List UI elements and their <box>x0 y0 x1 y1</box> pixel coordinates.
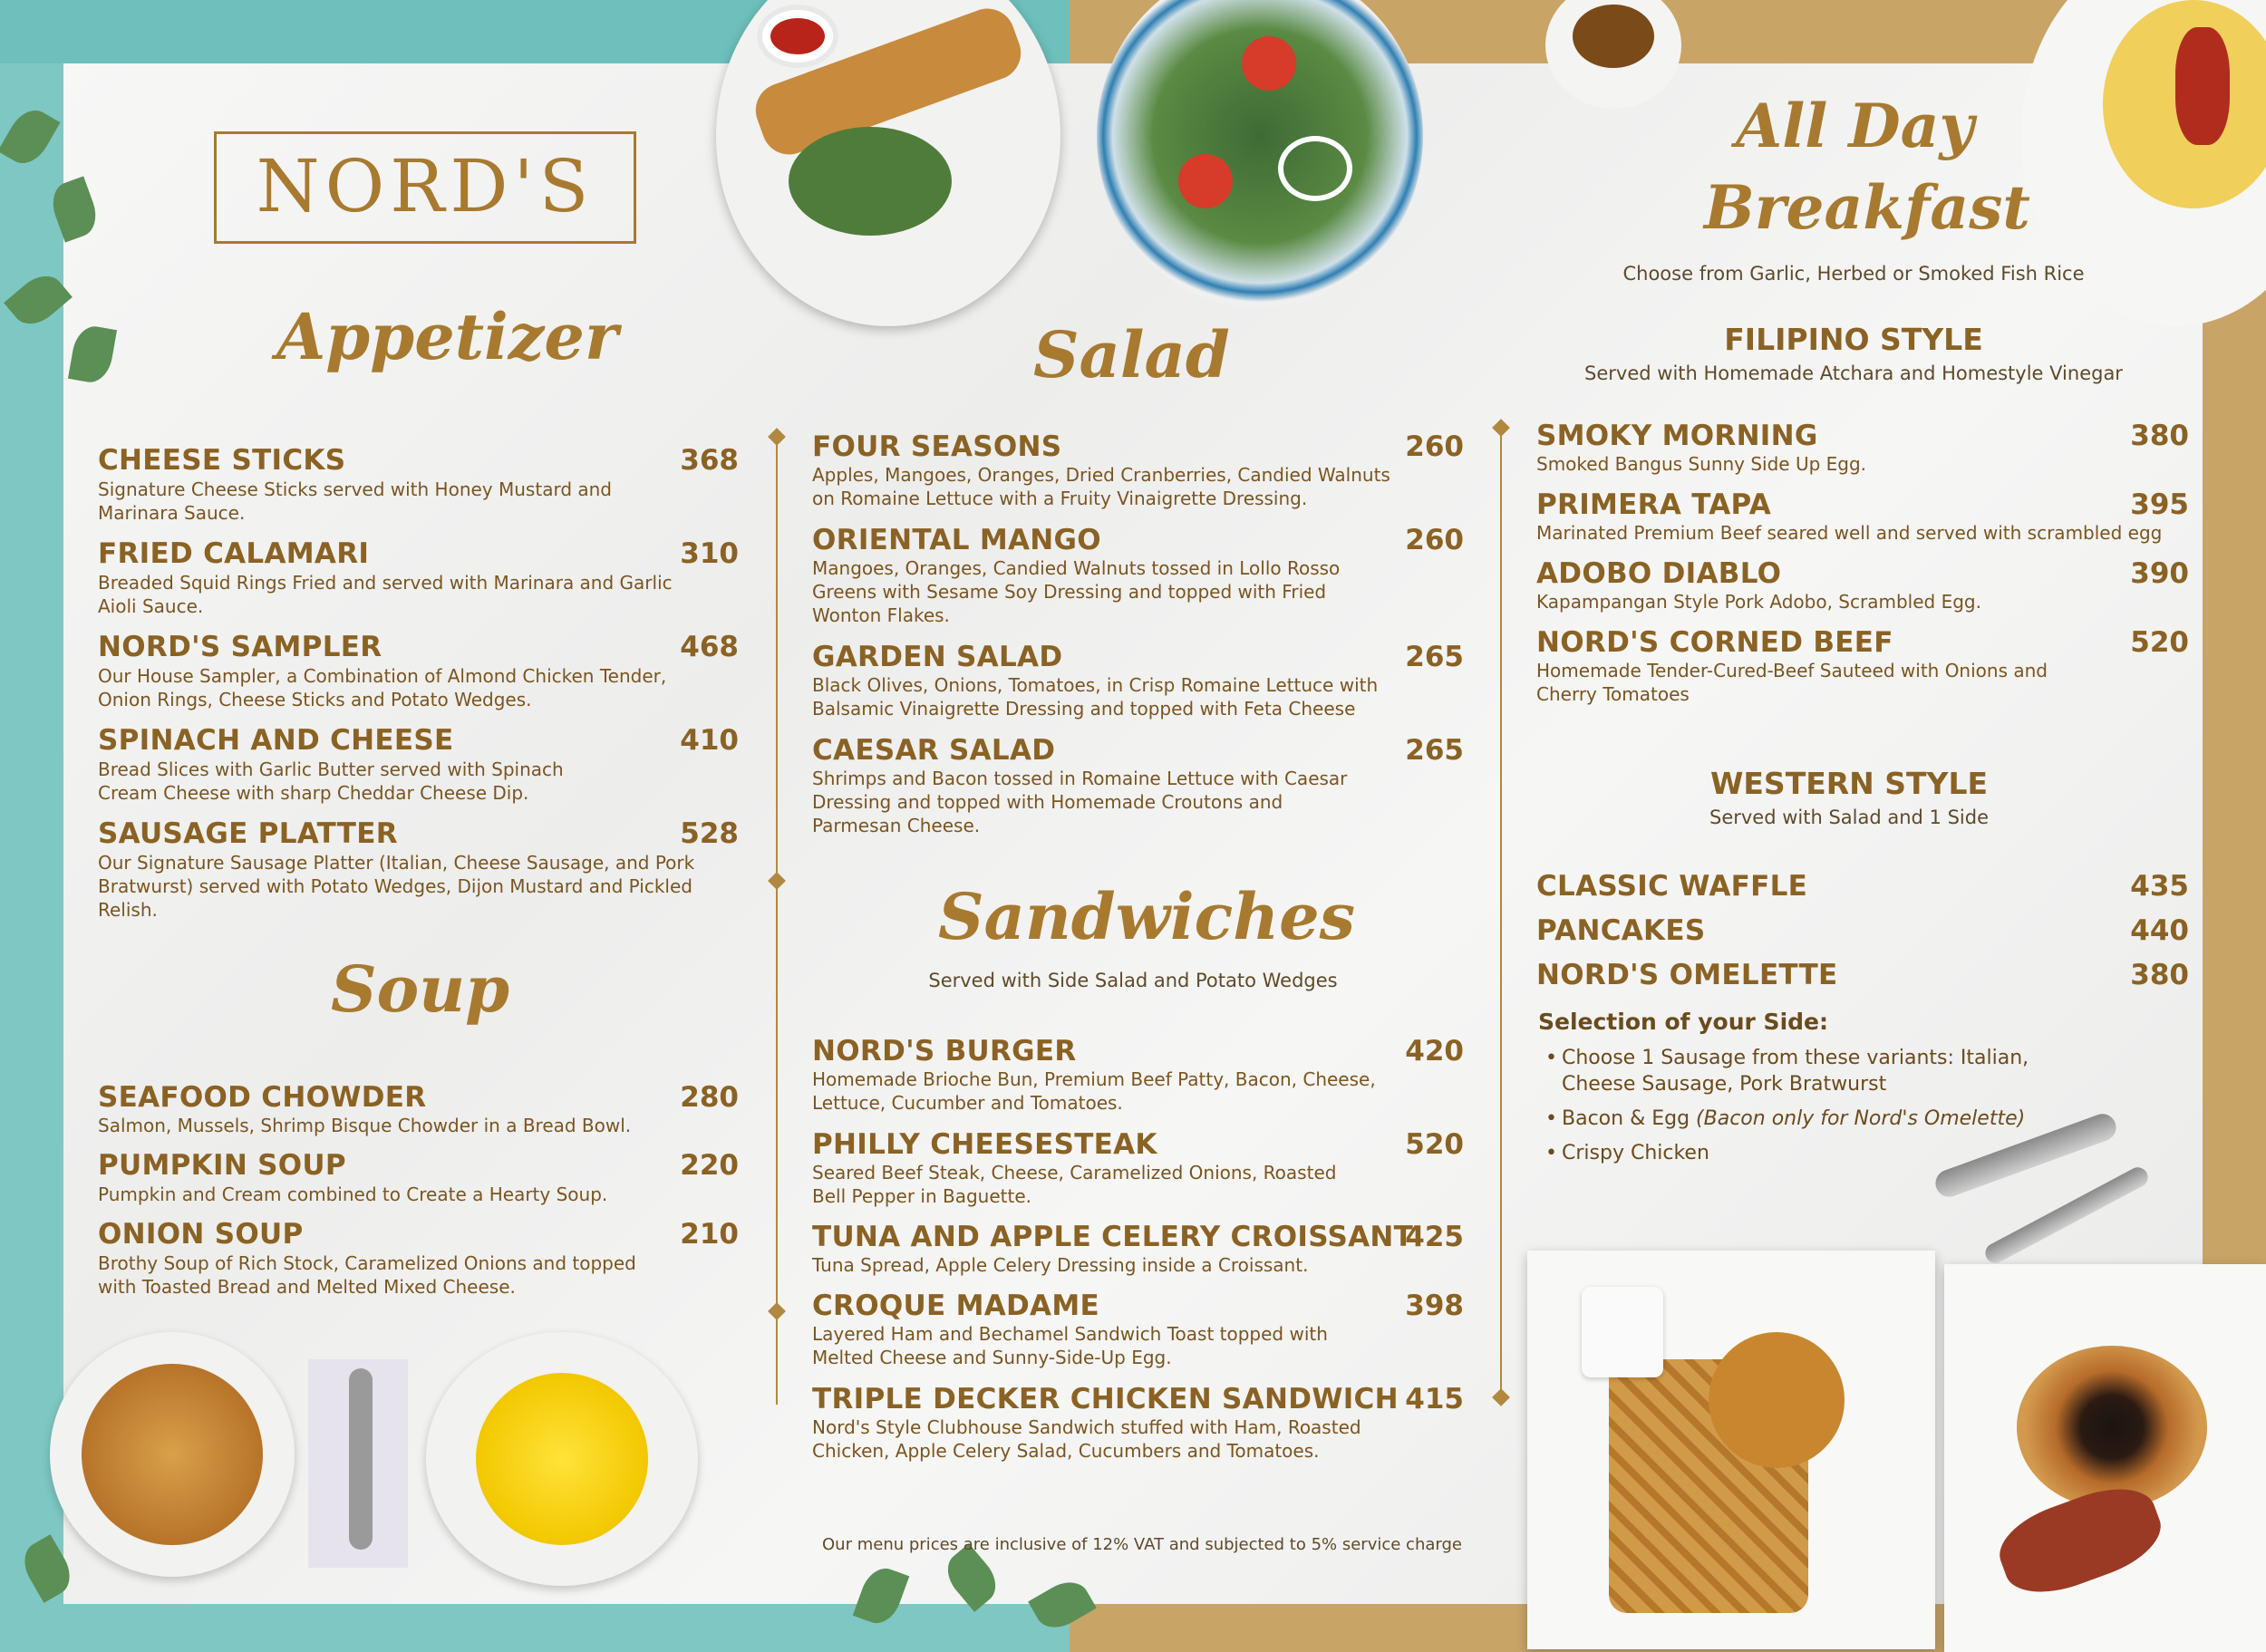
menu-item-price: 390 <box>2130 557 2189 590</box>
menu-item-desc: Shrimps and Bacon tossed in Romaine Lettuce with Caesar Dressing and topped with Homemade Croutons and Parmesan Cheese. <box>812 768 1348 836</box>
menu-item-name: ORIENTAL MANGO <box>812 524 1101 556</box>
menu-item-price: 520 <box>1405 1128 1464 1161</box>
menu-item-price: 220 <box>680 1149 739 1182</box>
breakfast-title-line2: Breakfast <box>1704 172 2030 243</box>
menu-item-price: 410 <box>680 724 739 757</box>
leaf-decoration <box>0 102 61 171</box>
menu-item-desc: Signature Cheese Sticks served with Honey Mustard and Marinara Sauce. <box>98 478 613 524</box>
menu-item-price: 435 <box>2130 870 2189 903</box>
menu-item-desc: Smoked Bangus Sunny Side Up Egg. <box>1536 453 1867 475</box>
menu-item-desc: Brothy Soup of Rich Stock, Caramelized Onions and topped with Toasted Bread and Melted Mixed Cheese. <box>98 1252 636 1298</box>
side-option <box>1562 1106 2025 1132</box>
menu-item-name: PHILLY CHEESESTEAK <box>812 1128 1157 1161</box>
menu-item-price: 260 <box>1405 524 1464 556</box>
filipino-style-heading: FILIPINO STYLE <box>1724 322 1983 357</box>
menu-item-name: ADOBO DIABLO <box>1536 557 1782 590</box>
menu-item-price: 368 <box>680 444 739 477</box>
western-style-note: Served with Salad and 1 Side <box>1709 807 1989 828</box>
menu-item-price: 425 <box>1405 1221 1464 1253</box>
onion-soup-bowl-photo <box>50 1332 295 1577</box>
menu-item-name: PRIMERA TAPA <box>1536 488 1772 521</box>
menu-item-desc: Mangoes, Oranges, Candied Walnuts tossed in Lollo Rosso Greens with Sesame Soy Dressing and topped with Fried Wonton Flakes. <box>812 557 1341 626</box>
menu-item-desc: Tuna Spread, Apple Celery Dressing inside a Croissant. <box>812 1254 1309 1276</box>
menu-item-name: TUNA AND APPLE CELERY CROISSANT <box>812 1221 1414 1253</box>
bullet-icon: • <box>1545 1047 1557 1069</box>
menu-item-name: PANCAKES <box>1536 914 1706 947</box>
menu-item-name: SMOKY MORNING <box>1536 420 1818 452</box>
menu-item-name: CHEESE STICKS <box>98 444 346 477</box>
menu-item-price: 398 <box>1405 1290 1464 1322</box>
menu-item-name: GARDEN SALAD <box>812 641 1063 673</box>
menu-item-name: SEAFOOD CHOWDER <box>98 1081 427 1114</box>
brand-logo <box>214 131 636 244</box>
menu-item-desc: Homemade Tender-Cured-Beef Sauteed with Onions and Cherry Tomatoes <box>1536 660 2048 705</box>
menu-item-name: ONION SOUP <box>98 1218 304 1251</box>
menu-item-price: 528 <box>680 817 739 850</box>
menu-item-price: 265 <box>1405 734 1464 767</box>
bullet-icon: • <box>1545 1142 1557 1164</box>
menu-item-name: NORD'S BURGER <box>812 1035 1077 1068</box>
side-selection-heading: Selection of your Side: <box>1538 1009 1828 1035</box>
menu-item-desc: Seared Beef Steak, Cheese, Caramelized Onions, Roasted Bell Pepper in Baguette. <box>812 1162 1337 1207</box>
menu-item-desc: Our House Sampler, a Combination of Almond Chicken Tender, Onion Rings, Cheese Sticks and Potato Wedges. <box>98 665 667 710</box>
menu-item-name: FRIED CALAMARI <box>98 537 370 570</box>
filipino-style-note: Served with Homemade Atchara and Homestyle Vinegar <box>1584 362 2123 384</box>
menu-item-name: PUMPKIN SOUP <box>98 1149 346 1182</box>
menu-item-desc: Nord's Style Clubhouse Sandwich stuffed with Ham, Roasted Chicken, Apple Celery Salad, Cucumbers and Tomatoes. <box>812 1416 1361 1462</box>
menu-item-name: CLASSIC WAFFLE <box>1536 870 1808 903</box>
napkin-photo <box>308 1359 408 1568</box>
bullet-icon: • <box>1545 1107 1557 1130</box>
menu-item-desc: Layered Ham and Bechamel Sandwich Toast topped with Melted Cheese and Sunny-Side-Up Egg. <box>812 1323 1328 1368</box>
menu-item-name: CAESAR SALAD <box>812 734 1056 767</box>
menu-item-price: 310 <box>680 537 739 570</box>
menu-item-price: 440 <box>2130 914 2189 947</box>
menu-item-name: NORD'S OMELETTE <box>1536 959 1838 991</box>
breakfast-rice-note: Choose from Garlic, Herbed or Smoked Fish Rice <box>1622 263 2085 285</box>
menu-item-price: 380 <box>2130 420 2189 452</box>
menu-item-desc: Salmon, Mussels, Shrimp Bisque Chowder in a Bread Bowl. <box>98 1115 632 1136</box>
side-option-note: (Bacon only for Nord's Omelette) <box>1696 1107 2026 1130</box>
menu-item-price: 468 <box>680 631 739 663</box>
menu-item-desc: Kapampangan Style Pork Adobo, Scrambled Egg. <box>1536 591 1981 613</box>
appetizer-title: Appetizer <box>276 299 618 374</box>
menu-item-name: CROQUE MADAME <box>812 1290 1099 1322</box>
menu-item-desc: Breaded Squid Rings Fried and served with Marinara and Garlic Aioli Sauce. <box>98 572 673 617</box>
menu-item-name: NORD'S CORNED BEEF <box>1536 626 1893 659</box>
pumpkin-soup-bowl-photo <box>426 1332 698 1586</box>
side-option-text: Bacon & Egg <box>1562 1107 1690 1130</box>
menu-item-price: 265 <box>1405 641 1464 673</box>
menu-item-price: 260 <box>1405 430 1464 463</box>
menu-item-price: 420 <box>1405 1035 1464 1068</box>
menu-item-name: NORD'S SAMPLER <box>98 631 383 663</box>
side-option: Choose 1 Sausage from these variants: Italian, Cheese Sausage, Pork Bratwurst <box>1562 1047 2029 1096</box>
menu-item-desc: Pumpkin and Cream combined to Create a Hearty Soup. <box>98 1183 608 1205</box>
logo-text: NORD'S <box>256 144 595 228</box>
menu-item-desc: Apples, Mangoes, Oranges, Dried Cranberries, Candied Walnuts on Romaine Lettuce with a Fruity Vinaigrette Dressing. <box>812 464 1390 509</box>
menu-item-desc: Homemade Brioche Bun, Premium Beef Patty, Bacon, Cheese, Lettuce, Cucumber and Tomatoes. <box>812 1068 1376 1114</box>
waffle-plate-photo <box>1527 1251 1935 1649</box>
side-option: Crispy Chicken <box>1562 1142 1709 1164</box>
pancake-plate-photo <box>1944 1264 2266 1652</box>
western-style-heading: WESTERN STYLE <box>1709 766 1989 801</box>
breakfast-title-line1: All Day <box>1736 91 1974 161</box>
vat-disclaimer: Our menu prices are inclusive of 12% VAT and subjected to 5% service charge <box>822 1535 1462 1554</box>
sandwiches-title: Sandwiches <box>938 879 1356 954</box>
leaf-decoration <box>4 266 73 333</box>
menu-item-name: TRIPLE DECKER CHICKEN SANDWICH <box>812 1383 1399 1415</box>
column-divider <box>776 440 778 1405</box>
menu-item-price: 415 <box>1405 1383 1464 1415</box>
menu-item-desc: Bread Slices with Garlic Butter served with Spinach Cream Cheese with sharp Cheddar Cheese Dip. <box>98 758 564 804</box>
menu-item-name: FOUR SEASONS <box>812 430 1062 463</box>
menu-item-price: 210 <box>680 1218 739 1251</box>
column-divider <box>1500 430 1502 1400</box>
soup-title: Soup <box>331 952 510 1027</box>
menu-item-desc: Black Olives, Onions, Tomatoes, in Crisp Romaine Lettuce with Balsamic Vinaigrette Dressing and topped with Feta Cheese <box>812 674 1379 720</box>
menu-item-price: 280 <box>680 1081 739 1114</box>
sandwiches-note: Served with Side Salad and Potato Wedges <box>928 970 1338 991</box>
menu-item-price: 520 <box>2130 626 2189 659</box>
menu-item-price: 395 <box>2130 488 2189 521</box>
menu-item-price: 380 <box>2130 959 2189 991</box>
menu-item-name: SPINACH AND CHEESE <box>98 724 454 757</box>
menu-item-name: SAUSAGE PLATTER <box>98 817 398 850</box>
salad-title: Salad <box>1033 317 1230 392</box>
menu-item-desc: Our Signature Sausage Platter (Italian, Cheese Sausage, and Pork Bratwurst) served with Potato Wedges, Dijon Mustard and Pickled Relish. <box>98 852 695 921</box>
menu-item-desc: Marinated Premium Beef seared well and served with scrambled egg <box>1536 522 2163 544</box>
